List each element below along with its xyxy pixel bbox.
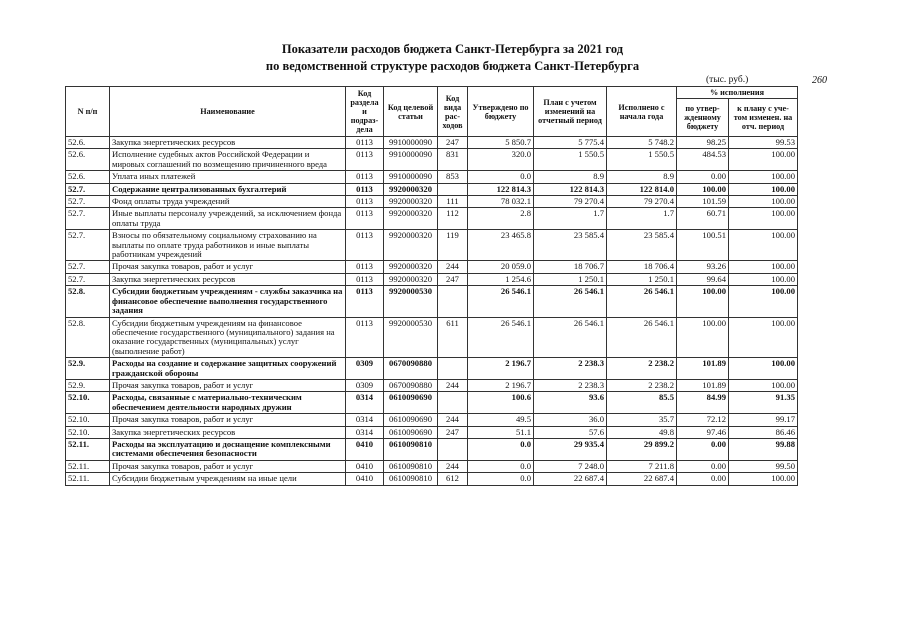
cell-executed: 7 211.8 <box>607 460 677 472</box>
cell-plan: 22 687.4 <box>534 473 607 485</box>
cell-executed: 85.5 <box>607 392 677 414</box>
cell-target-code: 9920000530 <box>384 317 438 358</box>
cell-type-code: 112 <box>438 208 468 230</box>
header-name: Наименование <box>110 87 346 137</box>
cell-approved: 320.0 <box>468 149 534 171</box>
header-plan: План с учетом изменений на отчетный период <box>534 87 607 137</box>
cell-approved: 20 059.0 <box>468 261 534 273</box>
document-title: Показатели расходов бюджета Санкт-Петербурга за 2021 год <box>281 42 624 56</box>
cell-type-code: 247 <box>438 137 468 149</box>
cell-plan: 93.6 <box>534 392 607 414</box>
cell-pct-plan: 100.00 <box>729 149 798 171</box>
cell-pct-approved: 60.71 <box>677 208 729 230</box>
table-row <box>66 286 798 317</box>
cell-executed: 8.9 <box>607 171 677 183</box>
cell-pct-approved: 100.00 <box>677 317 729 358</box>
cell-executed: 49.8 <box>607 426 677 438</box>
cell-pct-plan: 100.00 <box>729 379 798 391</box>
cell-target-code: 0610090810 <box>384 473 438 485</box>
cell-num: 52.10. <box>66 426 110 438</box>
cell-executed: 18 706.4 <box>607 261 677 273</box>
header-section-code: Код раздела и подраз-дела <box>346 87 384 137</box>
cell-type-code: 247 <box>438 426 468 438</box>
cell-target-code: 9910000090 <box>384 137 438 149</box>
cell-type-code: 119 <box>438 230 468 261</box>
cell-num: 52.11. <box>66 460 110 472</box>
cell-executed: 2 238.2 <box>607 379 677 391</box>
cell-pct-plan: 100.00 <box>729 286 798 317</box>
cell-num: 52.9. <box>66 358 110 380</box>
cell-plan: 23 585.4 <box>534 230 607 261</box>
cell-pct-approved: 93.26 <box>677 261 729 273</box>
cell-plan: 7 248.0 <box>534 460 607 472</box>
table-row <box>66 379 798 391</box>
cell-plan: 29 935.4 <box>534 438 607 460</box>
cell-num: 52.7. <box>66 183 110 195</box>
cell-executed: 26 546.1 <box>607 286 677 317</box>
cell-type-code: 244 <box>438 379 468 391</box>
cell-target-code: 0610090690 <box>384 414 438 426</box>
cell-name: Фонд оплаты труда учреждений <box>110 196 346 208</box>
cell-type-code <box>438 392 468 414</box>
cell-pct-approved: 100.00 <box>677 183 729 195</box>
table-row <box>66 261 798 273</box>
cell-type-code <box>438 183 468 195</box>
table-row <box>66 460 798 472</box>
cell-plan: 26 546.1 <box>534 317 607 358</box>
cell-approved: 78 032.1 <box>468 196 534 208</box>
cell-section-code: 0113 <box>346 137 384 149</box>
cell-plan: 1 250.1 <box>534 273 607 285</box>
cell-plan: 57.6 <box>534 426 607 438</box>
cell-plan: 26 546.1 <box>534 286 607 317</box>
header-target-code: Код целевой статьи <box>384 87 438 137</box>
cell-section-code: 0113 <box>346 149 384 171</box>
cell-num: 52.8. <box>66 286 110 317</box>
cell-section-code: 0113 <box>346 208 384 230</box>
cell-pct-plan: 100.00 <box>729 183 798 195</box>
cell-name: Прочая закупка товаров, работ и услуг <box>110 414 346 426</box>
cell-pct-plan: 100.00 <box>729 261 798 273</box>
table-row <box>66 414 798 426</box>
cell-target-code: 9920000320 <box>384 196 438 208</box>
cell-plan: 2 238.3 <box>534 379 607 391</box>
header-percent-group: % исполнения <box>677 87 798 99</box>
cell-pct-approved: 484.53 <box>677 149 729 171</box>
cell-target-code: 0610090810 <box>384 460 438 472</box>
cell-pct-plan: 86.46 <box>729 426 798 438</box>
table-row <box>66 183 798 195</box>
cell-pct-approved: 98.25 <box>677 137 729 149</box>
cell-type-code: 611 <box>438 317 468 358</box>
header-type-code: Код вида рас-ходов <box>438 87 468 137</box>
cell-num: 52.7. <box>66 208 110 230</box>
table-body <box>66 137 798 486</box>
cell-num: 52.6. <box>66 171 110 183</box>
cell-approved: 23 465.8 <box>468 230 534 261</box>
cell-plan: 5 775.4 <box>534 137 607 149</box>
cell-pct-plan: 100.00 <box>729 358 798 380</box>
cell-approved: 5 850.7 <box>468 137 534 149</box>
cell-section-code: 0309 <box>346 358 384 380</box>
cell-target-code: 0610090690 <box>384 426 438 438</box>
cell-approved: 0.0 <box>468 438 534 460</box>
cell-approved: 2.8 <box>468 208 534 230</box>
cell-section-code: 0113 <box>346 230 384 261</box>
cell-approved: 0.0 <box>468 473 534 485</box>
cell-target-code: 9920000320 <box>384 230 438 261</box>
cell-name: Содержание централизованных бухгалтерий <box>110 183 346 195</box>
header-approved: Утверждено по бюджету <box>468 87 534 137</box>
cell-executed: 2 238.2 <box>607 358 677 380</box>
table-row <box>66 137 798 149</box>
cell-type-code: 111 <box>438 196 468 208</box>
cell-name: Субсидии бюджетным учреждениям на финансовое обеспечение государственного (муниципального) задания на оказание государственных (муниципальных) услуг (выполнение работ) <box>110 317 346 358</box>
cell-approved: 0.0 <box>468 171 534 183</box>
cell-executed: 122 814.0 <box>607 183 677 195</box>
cell-pct-plan: 99.17 <box>729 414 798 426</box>
cell-name: Расходы, связанные с материально-техническим обеспечением деятельности народных дружин <box>110 392 346 414</box>
cell-name: Расходы на эксплуатацию и доснащение комплексными системами обеспечения безопасности <box>110 438 346 460</box>
cell-pct-approved: 97.46 <box>677 426 729 438</box>
cell-executed: 29 899.2 <box>607 438 677 460</box>
cell-section-code: 0314 <box>346 392 384 414</box>
cell-plan: 1.7 <box>534 208 607 230</box>
cell-approved: 2 196.7 <box>468 379 534 391</box>
cell-plan: 18 706.7 <box>534 261 607 273</box>
cell-pct-plan: 100.00 <box>729 196 798 208</box>
cell-target-code: 0670090880 <box>384 379 438 391</box>
cell-executed: 1 550.5 <box>607 149 677 171</box>
page-number: 260 <box>812 75 827 86</box>
cell-plan: 36.0 <box>534 414 607 426</box>
cell-section-code: 0113 <box>346 317 384 358</box>
table-row <box>66 149 798 171</box>
table-row <box>66 392 798 414</box>
cell-name: Взносы по обязательному социальному страхованию на выплаты по оплате труда работников и иные выплаты работникам учреждений <box>110 230 346 261</box>
cell-plan: 8.9 <box>534 171 607 183</box>
expense-table <box>65 86 798 486</box>
cell-target-code: 0610090690 <box>384 392 438 414</box>
cell-approved: 2 196.7 <box>468 358 534 380</box>
cell-approved: 51.1 <box>468 426 534 438</box>
cell-pct-approved: 100.51 <box>677 230 729 261</box>
document-subtitle: по ведомственной структуре расходов бюджета Санкт-Петербурга <box>265 59 640 73</box>
cell-name: Субсидии бюджетным учреждениям - службы заказчика на финансовое обеспечение выполнения государственного задания <box>110 286 346 317</box>
cell-section-code: 0113 <box>346 273 384 285</box>
cell-executed: 22 687.4 <box>607 473 677 485</box>
cell-type-code: 853 <box>438 171 468 183</box>
cell-pct-plan: 99.88 <box>729 438 798 460</box>
cell-name: Прочая закупка товаров, работ и услуг <box>110 261 346 273</box>
cell-num: 52.9. <box>66 379 110 391</box>
header-pct-approved: по утвер-жденному бюджету <box>677 99 729 137</box>
table-row <box>66 230 798 261</box>
table-row <box>66 171 798 183</box>
cell-pct-approved: 0.00 <box>677 438 729 460</box>
header-num: N п/п <box>66 87 110 137</box>
cell-target-code: 9920000320 <box>384 261 438 273</box>
cell-approved: 122 814.3 <box>468 183 534 195</box>
cell-plan: 122 814.3 <box>534 183 607 195</box>
cell-executed: 23 585.4 <box>607 230 677 261</box>
cell-approved: 100.6 <box>468 392 534 414</box>
cell-num: 52.11. <box>66 473 110 485</box>
cell-name: Закупка энергетических ресурсов <box>110 426 346 438</box>
cell-section-code: 0113 <box>346 196 384 208</box>
cell-target-code: 9920000320 <box>384 208 438 230</box>
cell-section-code: 0113 <box>346 183 384 195</box>
cell-target-code: 9910000090 <box>384 171 438 183</box>
cell-approved: 26 546.1 <box>468 286 534 317</box>
cell-num: 52.6. <box>66 137 110 149</box>
table-row <box>66 317 798 358</box>
cell-name: Субсидии бюджетным учреждениям на иные цели <box>110 473 346 485</box>
cell-executed: 35.7 <box>607 414 677 426</box>
cell-name: Закупка энергетических ресурсов <box>110 273 346 285</box>
cell-target-code: 9920000320 <box>384 183 438 195</box>
cell-pct-approved: 0.00 <box>677 460 729 472</box>
table-row <box>66 438 798 460</box>
cell-type-code <box>438 358 468 380</box>
table-row <box>66 473 798 485</box>
cell-type-code <box>438 438 468 460</box>
cell-num: 52.10. <box>66 414 110 426</box>
cell-pct-approved: 0.00 <box>677 171 729 183</box>
cell-name: Уплата иных платежей <box>110 171 346 183</box>
cell-num: 52.11. <box>66 438 110 460</box>
table-row <box>66 273 798 285</box>
cell-executed: 1 250.1 <box>607 273 677 285</box>
header-executed: Исполнено с начала года <box>607 87 677 137</box>
cell-pct-approved: 100.00 <box>677 286 729 317</box>
cell-section-code: 0113 <box>346 261 384 273</box>
cell-plan: 1 550.5 <box>534 149 607 171</box>
cell-section-code: 0314 <box>346 426 384 438</box>
cell-approved: 0.0 <box>468 460 534 472</box>
cell-pct-plan: 99.53 <box>729 137 798 149</box>
cell-target-code: 9920000530 <box>384 286 438 317</box>
units-label: (тыс. руб.) <box>706 75 749 85</box>
cell-type-code: 831 <box>438 149 468 171</box>
cell-pct-plan: 91.35 <box>729 392 798 414</box>
cell-type-code: 244 <box>438 414 468 426</box>
cell-target-code: 9910000090 <box>384 149 438 171</box>
cell-pct-approved: 72.12 <box>677 414 729 426</box>
cell-name: Закупка энергетических ресурсов <box>110 137 346 149</box>
cell-pct-approved: 101.59 <box>677 196 729 208</box>
cell-name: Иные выплаты персоналу учреждений, за исключением фонда оплаты труда <box>110 208 346 230</box>
table-row <box>66 208 798 230</box>
cell-num: 52.7. <box>66 261 110 273</box>
cell-section-code: 0410 <box>346 438 384 460</box>
table-header <box>66 87 798 137</box>
cell-pct-plan: 100.00 <box>729 171 798 183</box>
cell-pct-approved: 99.64 <box>677 273 729 285</box>
cell-target-code: 0610090810 <box>384 438 438 460</box>
cell-name: Исполнение судебных актов Российской Федерации и мировых соглашений по возмещению причиненного вреда <box>110 149 346 171</box>
cell-executed: 1.7 <box>607 208 677 230</box>
cell-plan: 79 270.4 <box>534 196 607 208</box>
cell-pct-plan: 100.00 <box>729 473 798 485</box>
cell-num: 52.6. <box>66 149 110 171</box>
cell-approved: 26 546.1 <box>468 317 534 358</box>
cell-target-code: 0670090880 <box>384 358 438 380</box>
cell-executed: 5 748.2 <box>607 137 677 149</box>
cell-type-code <box>438 286 468 317</box>
cell-section-code: 0309 <box>346 379 384 391</box>
cell-section-code: 0410 <box>346 473 384 485</box>
cell-name: Прочая закупка товаров, работ и услуг <box>110 379 346 391</box>
cell-num: 52.7. <box>66 273 110 285</box>
cell-pct-approved: 101.89 <box>677 358 729 380</box>
cell-pct-plan: 100.00 <box>729 317 798 358</box>
cell-num: 52.10. <box>66 392 110 414</box>
cell-pct-approved: 0.00 <box>677 473 729 485</box>
cell-pct-approved: 101.89 <box>677 379 729 391</box>
table-row <box>66 358 798 380</box>
cell-type-code: 244 <box>438 261 468 273</box>
table-row <box>66 426 798 438</box>
cell-pct-plan: 100.00 <box>729 230 798 261</box>
cell-plan: 2 238.3 <box>534 358 607 380</box>
cell-section-code: 0113 <box>346 286 384 317</box>
header-pct-plan: к плану с уче-том изменен. на отч. период <box>729 99 798 137</box>
cell-num: 52.7. <box>66 230 110 261</box>
cell-num: 52.8. <box>66 317 110 358</box>
cell-type-code: 612 <box>438 473 468 485</box>
cell-num: 52.7. <box>66 196 110 208</box>
cell-executed: 26 546.1 <box>607 317 677 358</box>
cell-name: Расходы на создание и содержание защитных сооружений гражданской обороны <box>110 358 346 380</box>
cell-pct-approved: 84.99 <box>677 392 729 414</box>
cell-approved: 49.5 <box>468 414 534 426</box>
cell-type-code: 247 <box>438 273 468 285</box>
cell-pct-plan: 100.00 <box>729 208 798 230</box>
table-row <box>66 196 798 208</box>
cell-target-code: 9920000320 <box>384 273 438 285</box>
cell-section-code: 0314 <box>346 414 384 426</box>
cell-section-code: 0113 <box>346 171 384 183</box>
cell-type-code: 244 <box>438 460 468 472</box>
cell-pct-plan: 99.50 <box>729 460 798 472</box>
cell-name: Прочая закупка товаров, работ и услуг <box>110 460 346 472</box>
cell-pct-plan: 100.00 <box>729 273 798 285</box>
cell-executed: 79 270.4 <box>607 196 677 208</box>
cell-section-code: 0410 <box>346 460 384 472</box>
cell-approved: 1 254.6 <box>468 273 534 285</box>
